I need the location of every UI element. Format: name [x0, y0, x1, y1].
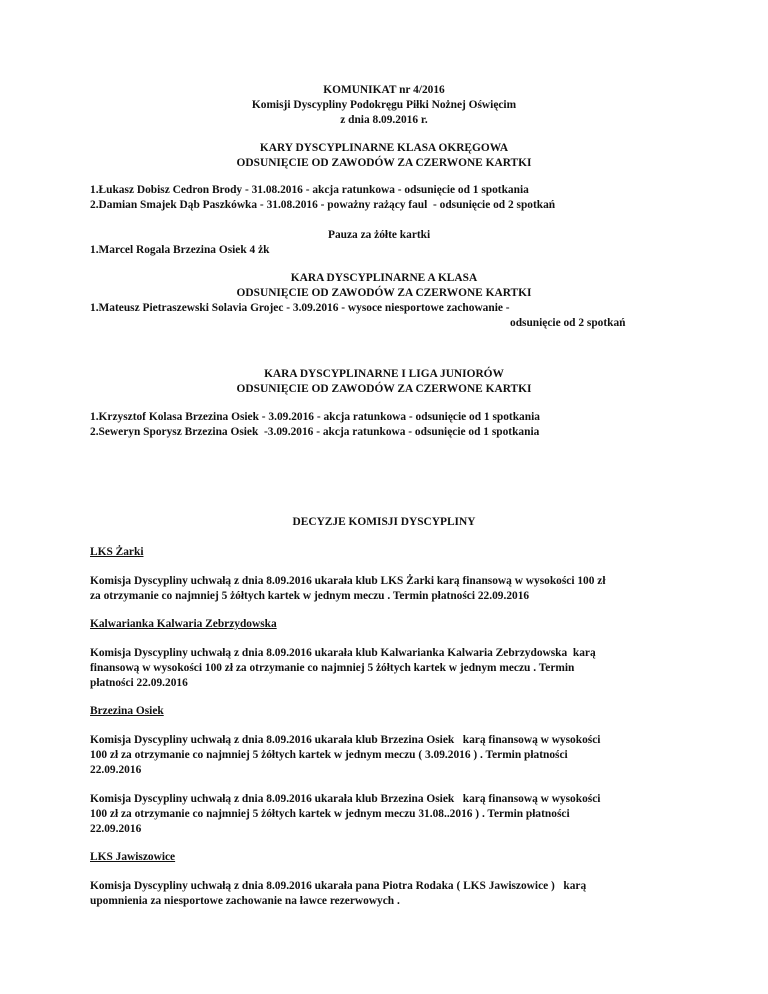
- penalty-item: 1.Krzysztof Kolasa Brzezina Osiek - 3.09.2016 - akcja ratunkowa - odsunięcie od 1 spotkania: [90, 411, 540, 423]
- club-heading: Brzezina Osiek: [90, 705, 164, 717]
- decision-text: 100 zł za otrzymanie co najmniej 5 żółtych kartek w jednym meczu 31.08..2016 ) . Termin płatności: [90, 808, 570, 820]
- communique-title: KOMUNIKAT nr 4/2016: [323, 84, 445, 96]
- decision-text: 100 zł za otrzymanie co najmniej 5 żółtych kartek w jednym meczu ( 3.09.2016 ) . Termin płatności: [90, 749, 568, 761]
- decision-text: 22.09.2016: [90, 764, 142, 776]
- penalty-item: 2.Seweryn Sporysz Brzezina Osiek -3.09.2016 - akcja ratunkowa - odsunięcie od 1 spotkania: [90, 426, 540, 438]
- decision-text: upomnienia za niesportowe zachowanie na ławce rezerwowych .: [90, 895, 400, 907]
- decision-text: Komisja Dyscypliny uchwałą z dnia 8.09.2016 ukarała klub LKS Żarki karą finansową w wysokości 100 zł: [90, 575, 606, 587]
- yellow-cards-item: 1.Marcel Rogala Brzezina Osiek 4 żk: [90, 244, 270, 256]
- section-subtitle-juniorzy: ODSUNIĘCIE OD ZAWODÓW ZA CZERWONE KARTKI: [236, 383, 532, 395]
- club-heading: LKS Żarki: [90, 546, 144, 558]
- penalty-item: 1.Łukasz Dobisz Cedron Brody - 31.08.2016 - akcja ratunkowa - odsunięcie od 1 spotkania: [90, 184, 529, 196]
- decision-text: Komisja Dyscypliny uchwałą z dnia 8.09.2016 ukarała pana Piotra Rodaka ( LKS Jawiszowice ) karą: [90, 880, 587, 892]
- communique-date: z dnia 8.09.2016 r.: [340, 114, 428, 126]
- decision-text: Komisja Dyscypliny uchwałą z dnia 8.09.2016 ukarała klub Brzezina Osiek karą finansową w wysokości: [90, 734, 601, 746]
- penalty-item-continuation: odsunięcie od 2 spotkań: [510, 317, 626, 329]
- penalty-item: 2.Damian Smajek Dąb Paszkówka - 31.08.2016 - poważny rażący faul - odsunięcie od 2 spotkań: [90, 199, 556, 211]
- section-title-a-klasa: KARA DYSCYPLINARNE A KLASA: [290, 272, 478, 284]
- decision-text: Komisja Dyscypliny uchwałą z dnia 8.09.2016 ukarała klub Kalwarianka Kalwaria Zebrzydowska karą: [90, 647, 596, 659]
- decision-text: finansową w wysokości 100 zł za otrzymanie co najmniej 5 żółtych kartek w jednym meczu . Termin: [90, 662, 575, 674]
- decision-text: 22.09.2016: [90, 823, 142, 835]
- section-title-juniorzy: KARA DYSCYPLINARNE I LIGA JUNIORÓW: [264, 368, 504, 380]
- section-subtitle-okregowa: ODSUNIĘCIE OD ZAWODÓW ZA CZERWONE KARTKI: [236, 157, 532, 169]
- decision-text: Komisja Dyscypliny uchwałą z dnia 8.09.2016 ukarała klub Brzezina Osiek karą finansową w wysokości: [90, 793, 601, 805]
- section-title-okregowa: KARY DYSCYPLINARNE KLASA OKRĘGOWA: [259, 142, 509, 154]
- decision-text: za otrzymanie co najmniej 5 żółtych kartek w jednym meczu . Termin płatności 22.09.2016: [90, 590, 530, 602]
- communique-committee: Komisji Dyscypliny Podokręgu Piłki Nożnej Oświęcim: [251, 99, 517, 111]
- decisions-title: DECYZJE KOMISJI DYSCYPLINY: [292, 516, 476, 528]
- yellow-cards-title: Pauza za żółte kartki: [328, 229, 431, 241]
- penalty-item: 1.Mateusz Pietraszewski Solavia Grojec - 3.09.2016 - wysoce niesportowe zachowanie -: [90, 302, 510, 314]
- section-subtitle-a-klasa: ODSUNIĘCIE OD ZAWODÓW ZA CZERWONE KARTKI: [236, 287, 532, 299]
- club-heading: LKS Jawiszowice: [90, 851, 176, 863]
- decision-text: płatności 22.09.2016: [90, 677, 188, 689]
- club-heading: Kalwarianka Kalwaria Zebrzydowska: [90, 618, 277, 630]
